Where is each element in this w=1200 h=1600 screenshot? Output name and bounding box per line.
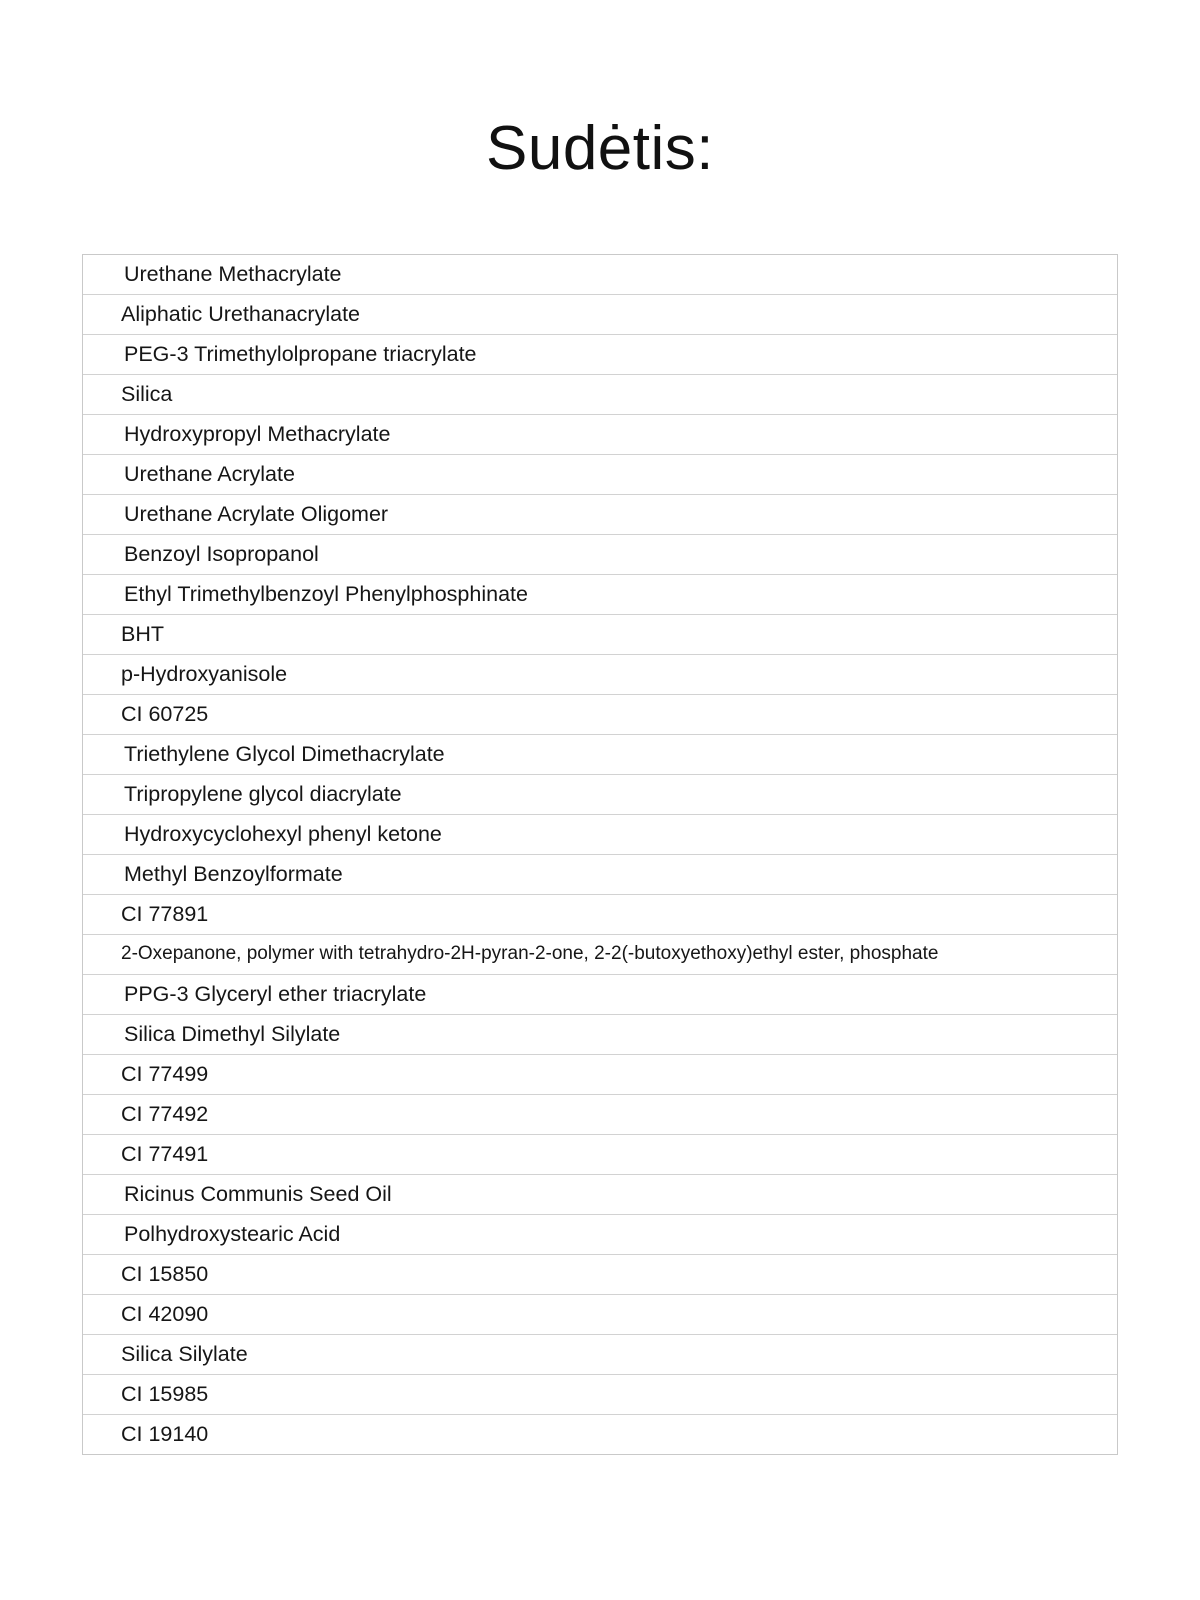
- ingredient-name: Aliphatic Urethanacrylate: [121, 301, 361, 326]
- table-row: [83, 1335, 1117, 1375]
- table-row: [83, 1295, 1117, 1335]
- ingredient-name: Urethane Methacrylate: [124, 261, 342, 286]
- ingredient-name: CI 77499: [121, 1061, 209, 1086]
- ingredient-name: CI 77491: [121, 1141, 209, 1166]
- ingredient-name: CI 77891: [121, 901, 209, 926]
- table-row: [83, 1135, 1117, 1175]
- ingredient-name: Tripropylene glycol diacrylate: [124, 781, 402, 806]
- ingredient-name: Silica Dimethyl Silylate: [124, 1021, 341, 1046]
- table-row: [83, 895, 1117, 935]
- ingredient-name: CI 77492: [121, 1101, 209, 1126]
- table-row: [83, 495, 1117, 535]
- ingredient-name: Urethane Acrylate Oligomer: [124, 501, 389, 526]
- ingredient-name: 2-Oxepanone, polymer with tetrahydro-2H-pyran-2-one, 2-2(-butoxyethoxy)ethyl ester, phosphate: [121, 943, 939, 965]
- ingredients-table: [82, 254, 1118, 1455]
- table-row: [83, 1255, 1117, 1295]
- table-row: [83, 1095, 1117, 1135]
- ingredient-name: Hydroxypropyl Methacrylate: [124, 421, 391, 446]
- table-row: [83, 455, 1117, 495]
- table-row: [83, 415, 1117, 455]
- table-row: [83, 735, 1117, 775]
- ingredient-name: Hydroxycyclohexyl phenyl ketone: [124, 821, 442, 846]
- table-row: [83, 655, 1117, 695]
- ingredient-name: Silica Silylate: [121, 1341, 248, 1366]
- table-row: [83, 535, 1117, 575]
- table-row: [83, 255, 1117, 295]
- table-row: [83, 1415, 1117, 1455]
- ingredient-name: PPG-3 Glyceryl ether triacrylate: [124, 981, 427, 1006]
- table-row: [83, 695, 1117, 735]
- ingredient-name: Benzoyl Isopropanol: [124, 541, 319, 566]
- ingredient-name: Silica: [121, 381, 173, 406]
- table-row: [83, 975, 1117, 1015]
- ingredient-name: p-Hydroxyanisole: [121, 661, 288, 686]
- table-row: [83, 935, 1117, 975]
- ingredient-name: Triethylene Glycol Dimethacrylate: [124, 741, 445, 766]
- ingredient-name: CI 60725: [121, 701, 209, 726]
- ingredient-name: Methyl Benzoylformate: [124, 861, 343, 886]
- table-row: [83, 1215, 1117, 1255]
- table-row: [83, 775, 1117, 815]
- table-row: [83, 375, 1117, 415]
- table-row: [83, 1015, 1117, 1055]
- ingredient-name: CI 42090: [121, 1301, 209, 1326]
- ingredient-name: CI 15985: [121, 1381, 209, 1406]
- ingredient-name: CI 19140: [121, 1421, 209, 1446]
- ingredient-name: BHT: [121, 621, 164, 646]
- table-row: [83, 615, 1117, 655]
- ingredient-name: Ricinus Communis Seed Oil: [124, 1181, 392, 1206]
- table-row: [83, 1055, 1117, 1095]
- table-row: [83, 815, 1117, 855]
- ingredient-name: Ethyl Trimethylbenzoyl Phenylphosphinate: [124, 581, 528, 606]
- ingredient-name: PEG-3 Trimethylolpropane triacrylate: [124, 341, 477, 366]
- table-row: [83, 855, 1117, 895]
- table-row: [83, 575, 1117, 615]
- ingredient-name: Urethane Acrylate: [124, 461, 295, 486]
- ingredient-name: CI 15850: [121, 1261, 209, 1286]
- table-row: [83, 335, 1117, 375]
- page-title: Sudėtis:: [485, 114, 715, 183]
- table-row: [83, 1175, 1117, 1215]
- ingredient-name: Polhydroxystearic Acid: [124, 1221, 341, 1246]
- table-row: [83, 1375, 1117, 1415]
- table-row: [83, 295, 1117, 335]
